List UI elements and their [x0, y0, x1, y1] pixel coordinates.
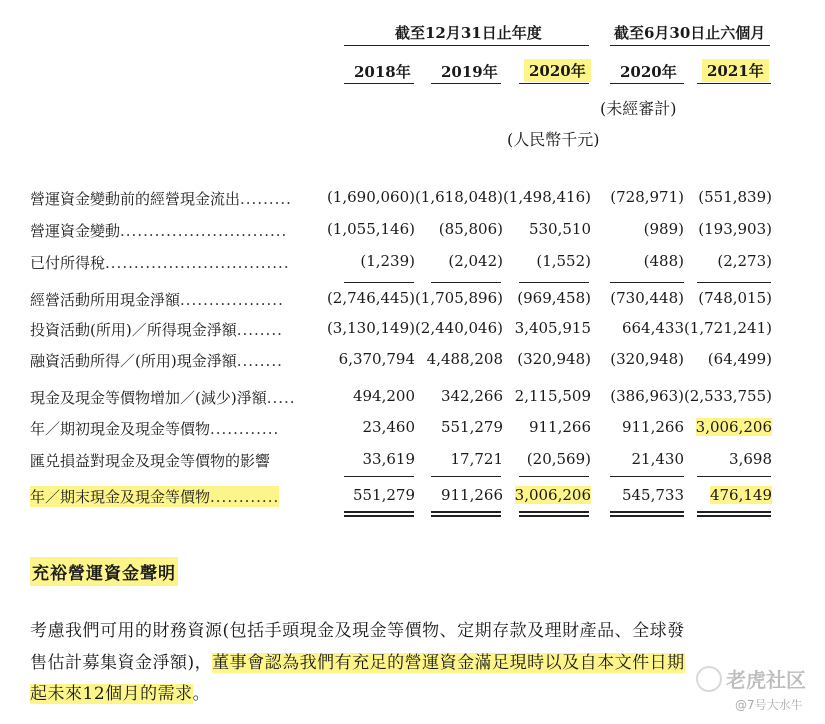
row-label-text: 匯兑損益對現金及現金等價物的影響: [30, 452, 271, 470]
rule-after-fx-4: [610, 476, 684, 477]
col-rule-5: [697, 83, 771, 84]
double-rule-2b: [431, 515, 501, 517]
header-group-half: 截至6月30日止六個月: [614, 24, 766, 42]
double-rule-1a: [344, 511, 414, 513]
table-cell: 551,279: [440, 418, 503, 436]
col-header-2020: 2020年: [524, 59, 591, 82]
table-cell: (85,806): [438, 220, 503, 238]
rule-after-fx-5: [697, 476, 771, 477]
table-cell: (989): [643, 220, 684, 238]
header-rule-year: [344, 45, 589, 46]
rule-after-taxes-3: [519, 282, 589, 283]
row-leader-dots: ............: [210, 488, 280, 506]
row-label: [30, 220, 287, 241]
paragraph-line-2-plain: 售估計募集資金淨額)，: [30, 653, 213, 673]
table-cell: 342,266: [440, 387, 503, 405]
table-cell: (193,903): [698, 220, 772, 238]
row-leader-dots: ..................: [180, 291, 284, 309]
highlighted-value: 3,006,206: [695, 418, 772, 436]
section-title: 充裕營運資金聲明: [30, 557, 178, 586]
row-label: [30, 289, 284, 310]
table-cell: (64,499): [707, 350, 772, 368]
rule-after-taxes-1: [344, 282, 414, 283]
table-cell: (3,130,149): [326, 319, 415, 337]
table-cell: [652, 486, 772, 504]
col-header-2021-half: 2021年: [702, 59, 769, 82]
rule-after-taxes-2: [431, 282, 501, 283]
rule-after-fx-3: [519, 476, 589, 477]
table-cell: (728,971): [610, 188, 684, 206]
col-rule-2: [431, 83, 501, 84]
table-cell: (1,690,060): [326, 188, 415, 206]
table-cell: (1,721,241): [683, 319, 772, 337]
rule-after-taxes-4: [610, 282, 684, 283]
col-rule-4: [610, 83, 684, 84]
row-label-text: 經營活動所用現金淨額: [30, 291, 181, 309]
rule-after-taxes-5: [697, 282, 771, 283]
row-label-text: 融資活動所得／(所用)現金淨額: [30, 352, 237, 370]
table-cell: (2,273): [717, 252, 772, 270]
double-rule-4a: [610, 511, 684, 513]
table-cell: 494,200: [352, 387, 415, 405]
row-leader-dots: ................................: [105, 254, 290, 272]
row-label-text: 年／期末現金及現金等價物: [30, 488, 211, 506]
table-cell: 3,698: [729, 450, 772, 468]
table-cell: 551,279: [352, 486, 415, 504]
table-cell: [652, 418, 772, 436]
col-header-2018: 2018年: [354, 63, 411, 81]
row-label: [30, 418, 279, 439]
table-cell: (1,055,146): [326, 220, 415, 238]
table-cell: 21,430: [631, 450, 684, 468]
double-rule-3b: [519, 515, 589, 517]
row-label-text: 投資活動(所用)／所得現金淨額: [30, 321, 237, 339]
table-cell: (1,498,416): [502, 188, 591, 206]
table-cell: 6,370,794: [338, 350, 415, 368]
table-cell: 911,266: [440, 486, 503, 504]
col-header-2020-half: 2020年: [620, 63, 677, 81]
paragraph-line-3-highlight: 起未來12個月的需求: [30, 684, 193, 704]
rule-after-fx-2: [431, 476, 501, 477]
col-rule-1: [344, 83, 414, 84]
table-cell: 530,510: [528, 220, 591, 238]
row-label: [30, 319, 283, 340]
table-cell: 545,733: [621, 486, 684, 504]
watermark-logo-icon: [696, 666, 722, 692]
row-leader-dots: .........: [240, 190, 292, 208]
table-cell: 23,460: [362, 418, 415, 436]
row-label-text: 營運資金變動: [30, 222, 121, 240]
row-label-text: 現金及現金等價物增加／(減少)淨額: [30, 389, 267, 407]
table-cell: (1,552): [536, 252, 591, 270]
row-leader-dots: .....: [266, 389, 296, 407]
highlighted-value: 3,006,206: [514, 486, 591, 504]
table-cell: (551,839): [698, 188, 772, 206]
watermark-brand: 老虎社区: [726, 668, 806, 692]
table-cell: (1,618,048): [414, 188, 503, 206]
table-cell: (748,015): [698, 289, 772, 307]
row-leader-dots: ........: [236, 352, 283, 370]
table-cell: 17,721: [450, 450, 503, 468]
table-cell: 911,266: [621, 418, 684, 436]
table-cell: (730,448): [610, 289, 684, 307]
row-label: [30, 486, 279, 507]
table-cell: 33,619: [362, 450, 415, 468]
table-cell: 664,433: [621, 319, 684, 337]
row-leader-dots: ........: [236, 321, 283, 339]
table-cell: (386,963): [610, 387, 684, 405]
table-cell: (320,948): [610, 350, 684, 368]
row-label: [30, 252, 290, 273]
watermark-user: @7号大水牛: [735, 698, 803, 712]
table-cell: 4,488,208: [426, 350, 503, 368]
paragraph-line-2-highlight: 董事會認為我們有充足的營運資金滿足現時以及自本文件日期: [212, 653, 685, 673]
table-cell: (1,705,896): [414, 289, 503, 307]
row-label: [30, 350, 283, 371]
double-rule-4b: [610, 515, 684, 517]
table-cell: (2,746,445): [326, 289, 415, 307]
paragraph-line-2: [30, 650, 685, 676]
row-label: [30, 450, 270, 471]
highlighted-value: 476,149: [709, 486, 772, 504]
row-label-text: 年／期初現金及現金等價物: [30, 420, 211, 438]
currency-note: (人民幣千元): [507, 130, 600, 149]
row-label-text: 已付所得稅: [30, 254, 106, 272]
table-cell: 3,405,915: [514, 319, 591, 337]
table-cell: (20,569): [526, 450, 591, 468]
double-rule-3a: [519, 511, 589, 513]
paragraph-line-3-end: 。: [192, 684, 211, 704]
double-rule-1b: [344, 515, 414, 517]
header-group-year: 截至12月31日止年度: [395, 24, 542, 42]
table-cell: (488): [643, 252, 684, 270]
row-leader-dots: ............: [210, 420, 280, 438]
table-cell: (2,042): [448, 252, 503, 270]
paragraph-line-1: 考慮我們可用的財務資源(包括手頭現金及現金等價物、定期存款及理財產品、全球發: [30, 621, 685, 641]
table-cell: (969,458): [517, 289, 591, 307]
table-cell: (320,948): [517, 350, 591, 368]
row-label: [30, 387, 296, 408]
table-cell: 911,266: [528, 418, 591, 436]
table-cell: 2,115,509: [514, 387, 591, 405]
col-header-2019: 2019年: [441, 63, 498, 81]
table-cell: (1,239): [360, 252, 415, 270]
row-leader-dots: .............................: [120, 222, 288, 240]
double-rule-5b: [697, 515, 771, 517]
row-label: [30, 188, 292, 209]
rule-after-fx-1: [344, 476, 414, 477]
unaudited-note: (未經審計): [600, 99, 677, 118]
table-cell: (2,533,755): [683, 387, 772, 405]
double-rule-2a: [431, 511, 501, 513]
paragraph-line-3: [30, 681, 210, 707]
table-cell: (2,440,046): [414, 319, 503, 337]
header-rule-half: [610, 45, 770, 46]
col-rule-3: [519, 83, 589, 84]
double-rule-5a: [697, 511, 771, 513]
row-label-text: 營運資金變動前的經營現金流出: [30, 190, 241, 208]
